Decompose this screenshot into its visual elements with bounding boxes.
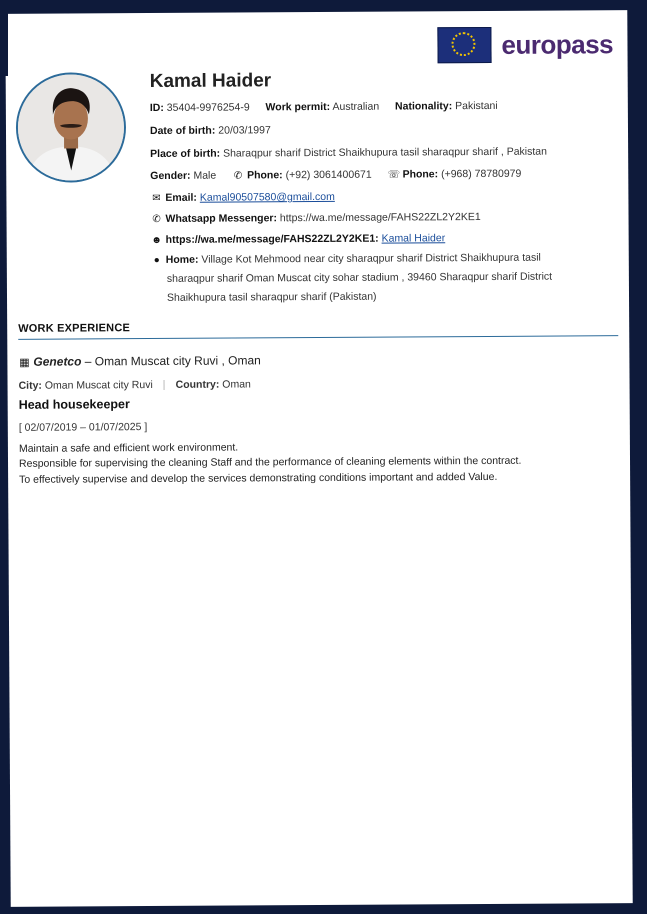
- whatsapp-icon: ✆: [152, 213, 161, 226]
- email-label: Email:: [165, 191, 197, 204]
- whatsapp-label: Whatsapp Messenger:: [165, 212, 278, 225]
- email-icon: ✉: [152, 192, 161, 205]
- whatsapp-value[interactable]: https://wa.me/message/FAHS22ZL2Y2KE1: [279, 211, 481, 225]
- city-value: Oman Muscat city Ruvi: [44, 379, 153, 392]
- nationality-value: Pakistani: [455, 99, 498, 113]
- pob-row: [150, 146, 547, 160]
- briefcase-phone-icon: ☏: [387, 169, 401, 181]
- user-circle-icon: ☻: [151, 234, 162, 247]
- country-value: Oman: [222, 378, 251, 391]
- email-row: [150, 191, 334, 204]
- gender-label: Gender:: [150, 169, 191, 183]
- phone-icon: ✆: [233, 170, 243, 182]
- description-line: To effectively supervise and develop the services demonstrating conditions important and added Value.: [19, 470, 498, 486]
- id-value: 35404-9976254-9: [166, 101, 250, 114]
- avatar: [16, 72, 127, 183]
- home-label: Home:: [165, 253, 199, 266]
- phone2-value[interactable]: (+968) 78780979: [441, 167, 522, 181]
- nationality-label: Nationality:: [394, 100, 453, 113]
- pob-value: Sharaqpur sharif District Shaikhupura tasil sharaqpur sharif , Pakistan: [223, 145, 548, 160]
- scan-shadow-right: [629, 0, 647, 76]
- country-label: Country:: [175, 378, 220, 391]
- person-name: Kamal Haider: [149, 70, 272, 93]
- email-link[interactable]: Kamal90507580@gmail.com: [199, 190, 335, 204]
- scan-shadow-left: [0, 0, 8, 76]
- eu-flag-icon: [437, 27, 491, 63]
- home-line3: Shaikhupura tasil sharaqpur sharif (Pakistan): [166, 290, 377, 304]
- cv-page: [5, 10, 632, 907]
- id-label: ID:: [149, 101, 164, 115]
- dob-value: 20/03/1997: [218, 124, 271, 137]
- phone1-value[interactable]: (+92) 3061400671: [285, 168, 372, 182]
- job-title: Head housekeeper: [18, 397, 130, 412]
- home-line2: sharaqpur sharif Oman Muscat city sohar stadium , 39460 Sharaqpur sharif District: [166, 270, 553, 285]
- europass-logo: [437, 27, 613, 62]
- whatsapp-row: [150, 211, 480, 225]
- pob-label: Place of birth:: [150, 147, 221, 161]
- employer-name: Genetco: [33, 354, 82, 369]
- profile-label: https://wa.me/message/FAHS22ZL2Y2KE1:: [165, 232, 379, 246]
- map-pin-icon: ●: [153, 254, 160, 267]
- description-line: Responsible for supervising the cleaning Staff and the performance of cleaning elements within the contract.: [18, 454, 522, 470]
- gender-value: Male: [193, 169, 217, 182]
- description-line: Maintain a safe and efficient work environment.: [18, 441, 239, 455]
- meta-separator: [164, 380, 165, 390]
- profile-row: [151, 232, 446, 246]
- profile-link[interactable]: Kamal Haider: [381, 232, 446, 245]
- building-icon: ▦: [19, 356, 30, 369]
- home-row: [151, 252, 541, 266]
- logo-text: europass: [501, 28, 614, 60]
- phone2-label: Phone:: [402, 168, 439, 181]
- dob-label: Date of birth:: [149, 124, 216, 138]
- dob-row: [150, 124, 271, 137]
- employer-row: [18, 353, 261, 368]
- home-line1: Village Kot Mehmood near city sharaqpur sharif District Shaikhupura tasil: [201, 251, 541, 266]
- work-experience-title: WORK EXPERIENCE: [18, 322, 131, 335]
- work-permit-label: Work permit:: [265, 100, 331, 114]
- phone1-label: Phone:: [247, 169, 283, 182]
- job-dates: [ 02/07/2019 – 01/07/2025 ]: [18, 421, 148, 434]
- gender-phone-row: [150, 168, 521, 182]
- city-label: City:: [18, 379, 42, 392]
- work-permit-value: Australian: [332, 100, 380, 113]
- section-divider: [18, 335, 618, 340]
- id-row: [150, 100, 498, 114]
- employer-location: – Oman Muscat city Ruvi , Oman: [84, 353, 261, 369]
- city-country-row: [19, 378, 251, 391]
